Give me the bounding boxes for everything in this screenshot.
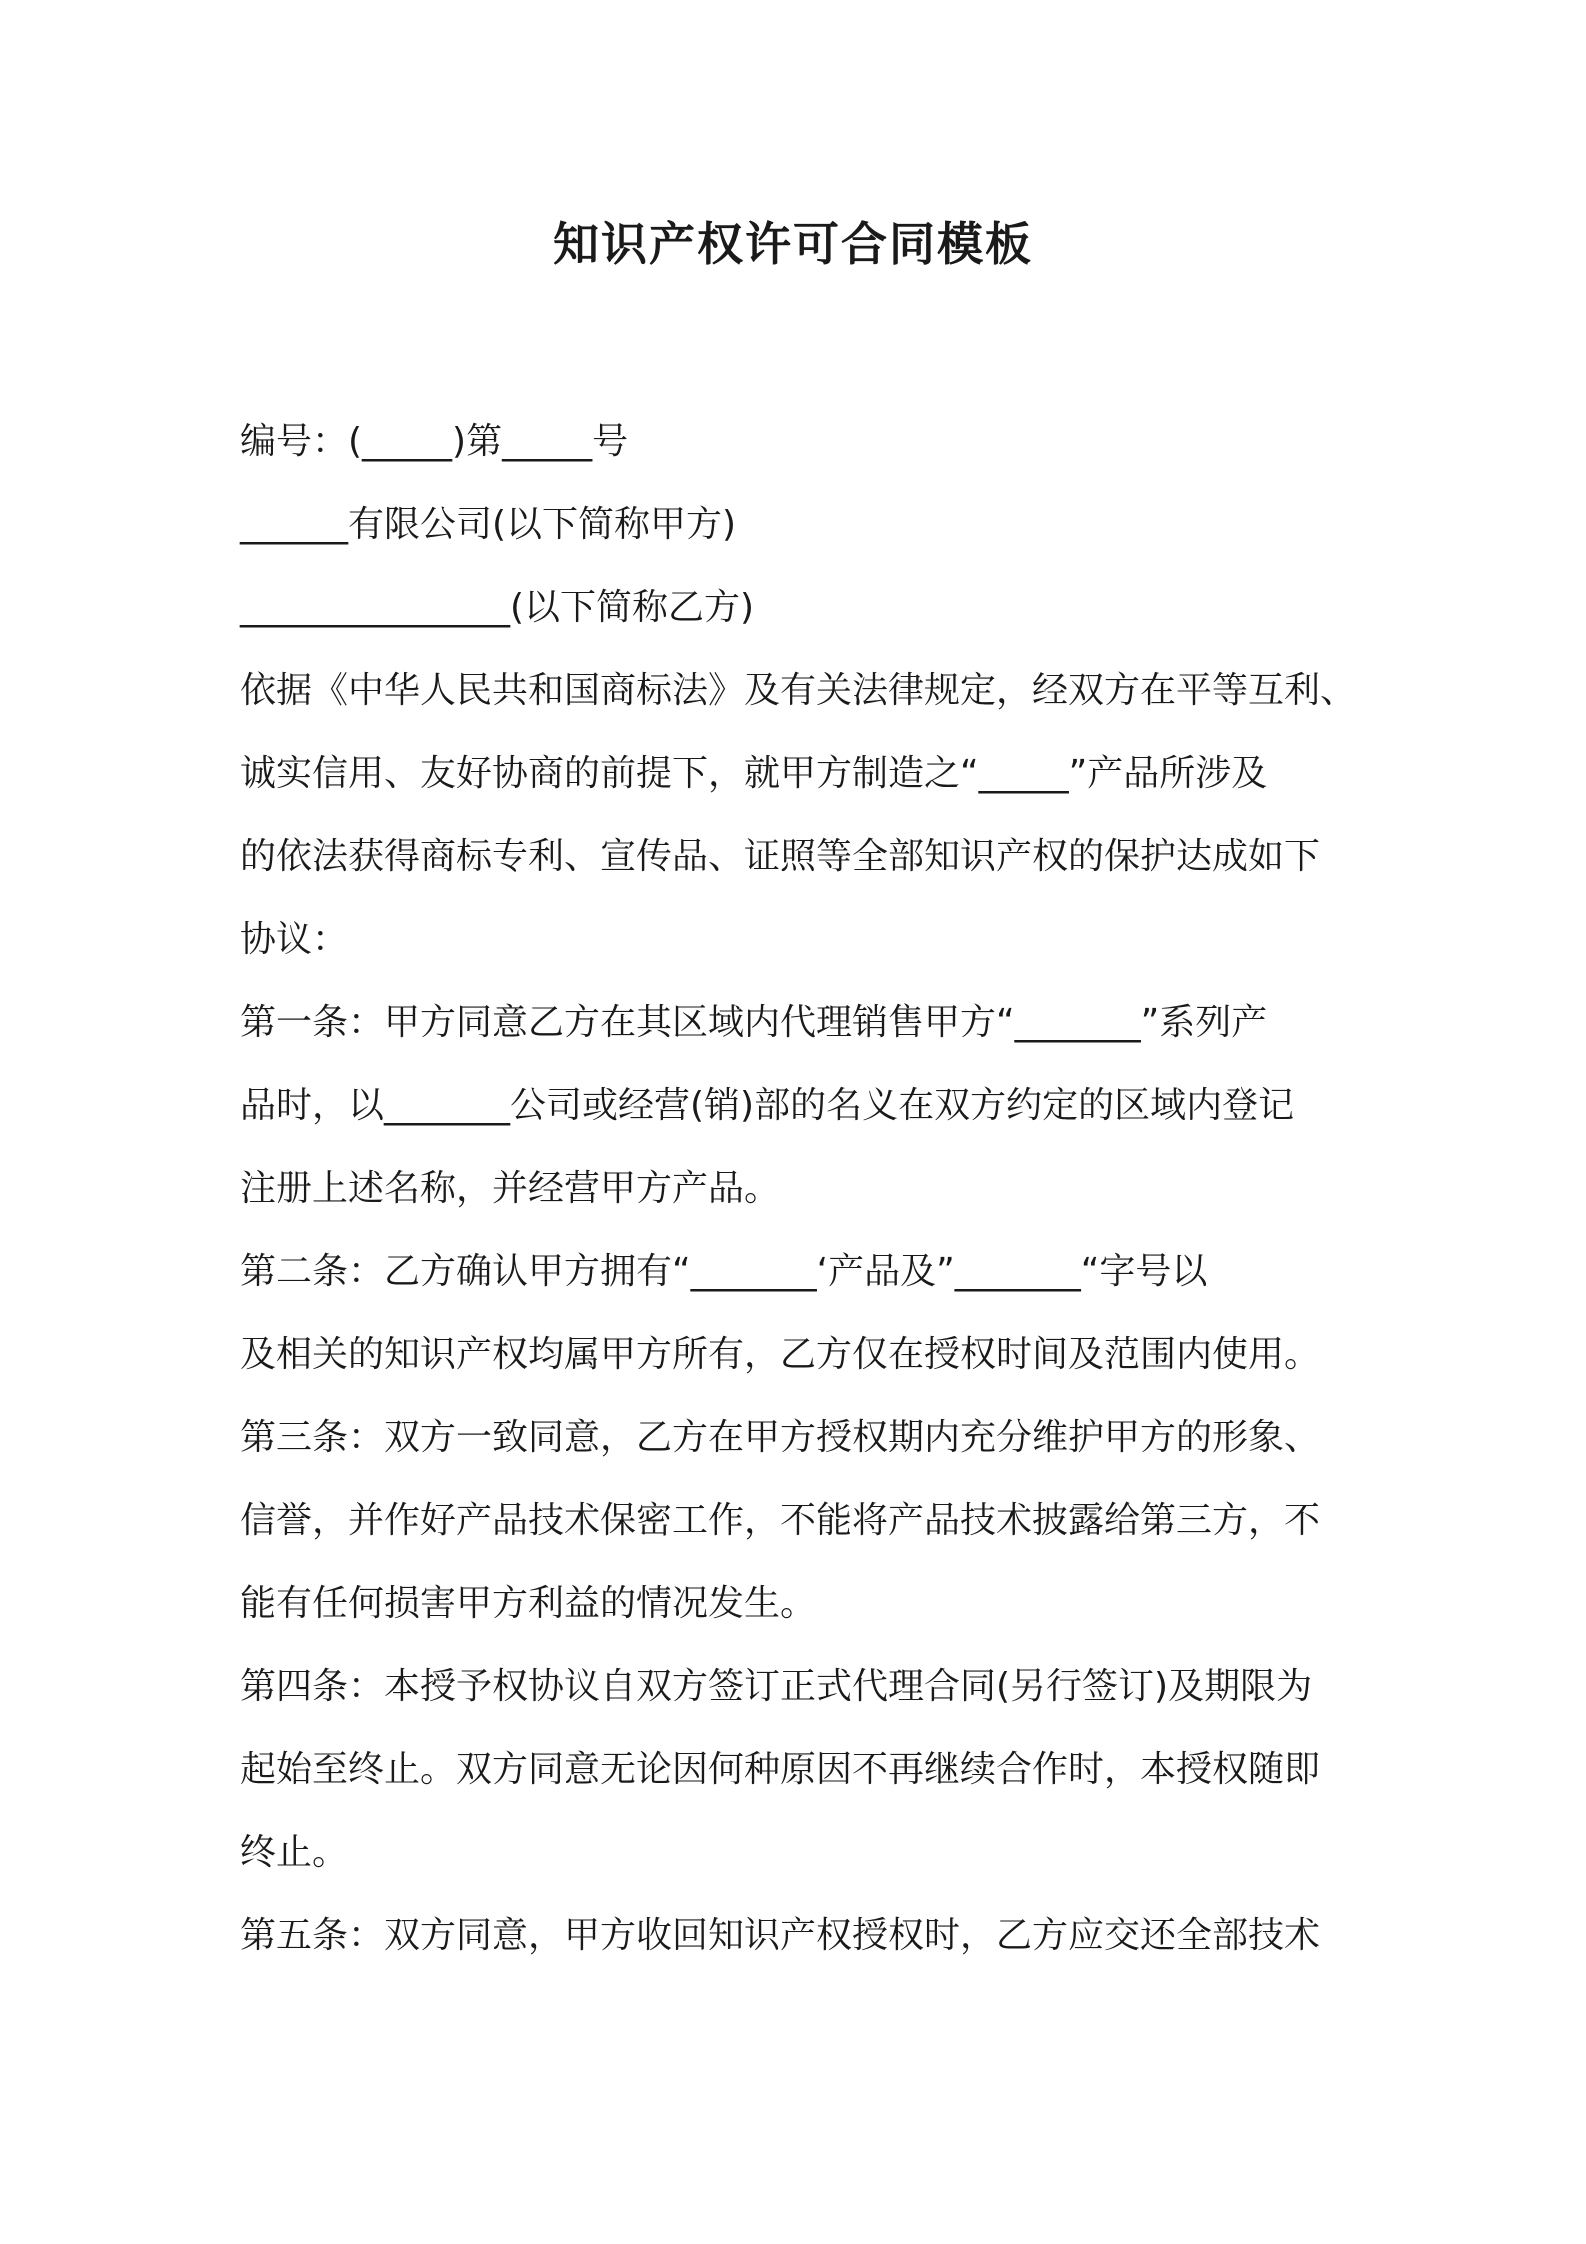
article-3-line: 能有任何损害甲方利益的情况发生。 bbox=[240, 1583, 817, 1624]
preamble-line: 协议： bbox=[240, 919, 349, 960]
preamble-line: 的依法获得商标专利、宣传品、证照等全部知识产权的保护达成如下 bbox=[240, 836, 1321, 877]
article-5-line: 第五条：双方同意，甲方收回知识产权授权时，乙方应交还全部技术 bbox=[240, 1915, 1321, 1956]
article-1-line: 第一条：甲方同意乙方在其区域内代理销售甲方“_______”系列产 bbox=[240, 1002, 1268, 1043]
article-4-line: 第四条：本授予权协议自双方签订正式代理合同(另行签订)及期限为 bbox=[240, 1666, 1313, 1707]
preamble-line: 诚实信用、友好协商的前提下，就甲方制造之“_____”产品所涉及 bbox=[240, 753, 1268, 794]
article-2-line: 及相关的知识产权均属甲方所有，乙方仅在授权时间及范围内使用。 bbox=[240, 1334, 1321, 1375]
document-title: 知识产权许可合同模板 bbox=[553, 217, 1033, 271]
party-a-line: ______有限公司(以下简称甲方) bbox=[240, 504, 737, 545]
article-4-line: 终止。 bbox=[240, 1832, 349, 1873]
party-b-line: _______________(以下简称乙方) bbox=[240, 587, 755, 628]
preamble-line: 依据《中华人民共和国商标法》及有关法律规定，经双方在平等互利、 bbox=[240, 670, 1357, 711]
document-body bbox=[240, 400, 1355, 1977]
article-2-line: 第二条：乙方确认甲方拥有“_______‘产品及”_______“字号以 bbox=[240, 1251, 1208, 1292]
contract-number-line: 编号：(_____)第_____号 bbox=[240, 421, 629, 462]
article-3-line: 第三条：双方一致同意，乙方在甲方授权期内充分维护甲方的形象、 bbox=[240, 1417, 1321, 1458]
article-1-line: 注册上述名称，并经营甲方产品。 bbox=[240, 1168, 781, 1209]
article-1-line: 品时，以_______公司或经营(销)部的名义在双方约定的区域内登记 bbox=[240, 1085, 1295, 1126]
article-3-line: 信誉，并作好产品技术保密工作，不能将产品技术披露给第三方，不 bbox=[240, 1500, 1321, 1541]
article-4-line: 起始至终止。双方同意无论因何种原因不再继续合作时，本授权随即 bbox=[240, 1749, 1321, 1790]
